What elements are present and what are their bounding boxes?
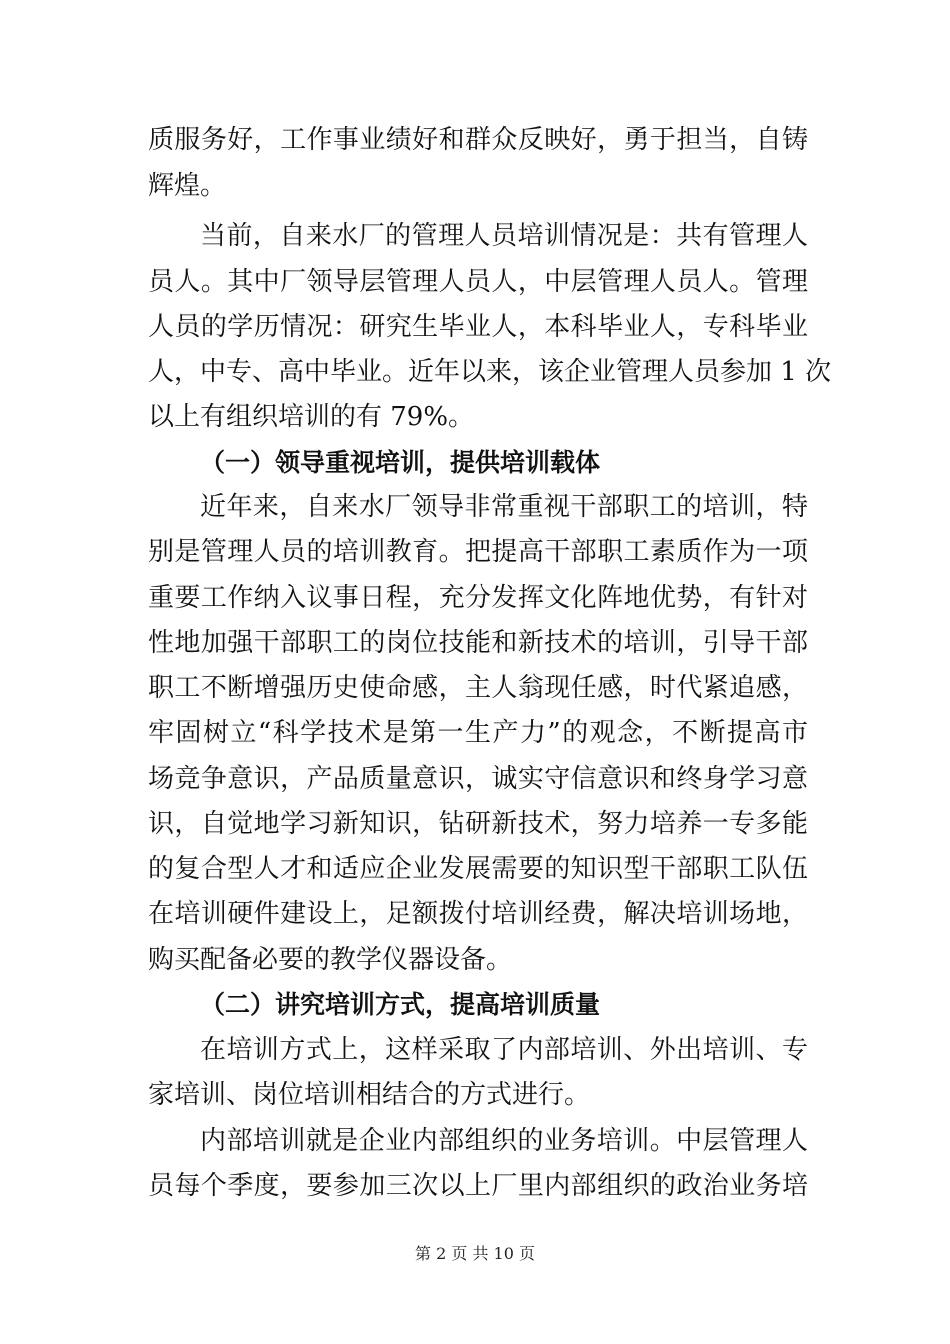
paragraph-line: 人，中专、高中毕业。近年以来，该企业管理人员参加 1 次 bbox=[148, 357, 832, 387]
paragraph-line: 场竞争意识，产品质量意识，诚实守信意识和终身学习意 bbox=[148, 764, 808, 794]
page-footer: 第 2 页 共 10 页 bbox=[415, 1244, 535, 1263]
paragraph-line: 员人。其中厂领导层管理人员人，中层管理人员人。管理 bbox=[148, 267, 808, 297]
paragraph-line: 重要工作纳入议事日程，充分发挥文化阵地优势，有针对 bbox=[148, 583, 808, 613]
paragraph-line: 在培训方式上，这样采取了内部培训、外出培训、专 bbox=[200, 1035, 808, 1065]
paragraph-line: 性地加强干部职工的岗位技能和新技术的培训，引导干部 bbox=[148, 628, 808, 658]
paragraph-line: 以上有组织培训的有 79%。 bbox=[148, 402, 475, 432]
paragraph-line: 识，自觉地学习新知识，钻研新技术，努力培养一专多能 bbox=[148, 809, 808, 839]
paragraph-line: 员每个季度，要参加三次以上厂里内部组织的政治业务培 bbox=[148, 1171, 808, 1201]
paragraph-line: 辉煌。 bbox=[148, 171, 227, 201]
paragraph-line: 牢固树立“科学技术是第一生产力”的观念，不断提高市 bbox=[148, 718, 808, 748]
paragraph-line: 别是管理人员的培训教育。把提高干部职工素质作为一项 bbox=[148, 537, 808, 567]
paragraph-line: 内部培训就是企业内部组织的业务培训。中层管理人 bbox=[200, 1126, 808, 1156]
section-heading: （二）讲究培训方式，提高培训质量 bbox=[200, 990, 601, 1019]
paragraph-line: 家培训、岗位培训相结合的方式进行。 bbox=[148, 1080, 591, 1110]
paragraph-line: 人员的学历情况：研究生毕业人，本科毕业人，专科毕业 bbox=[148, 312, 808, 342]
paragraph-line: 在培训硬件建设上，足额拨付培训经费，解决培训场地， bbox=[148, 899, 808, 929]
paragraph-line: 职工不断增强历史使命感，主人翁现任感，时代紧追感， bbox=[148, 673, 808, 703]
paragraph-line: 当前，自来水厂的管理人员培训情况是：共有管理人 bbox=[200, 221, 808, 251]
section-heading: （一）领导重视培训，提供培训载体 bbox=[200, 448, 601, 477]
paragraph-line: 质服务好，工作事业绩好和群众反映好，勇于担当，自铸 bbox=[148, 125, 808, 155]
paragraph-line: 购买配备必要的教学仪器设备。 bbox=[148, 945, 513, 975]
paragraph-line: 的复合型人才和适应企业发展需要的知识型干部职工队伍 bbox=[148, 854, 808, 884]
paragraph-line: 近年来，自来水厂领导非常重视干部职工的培训，特 bbox=[200, 492, 808, 522]
